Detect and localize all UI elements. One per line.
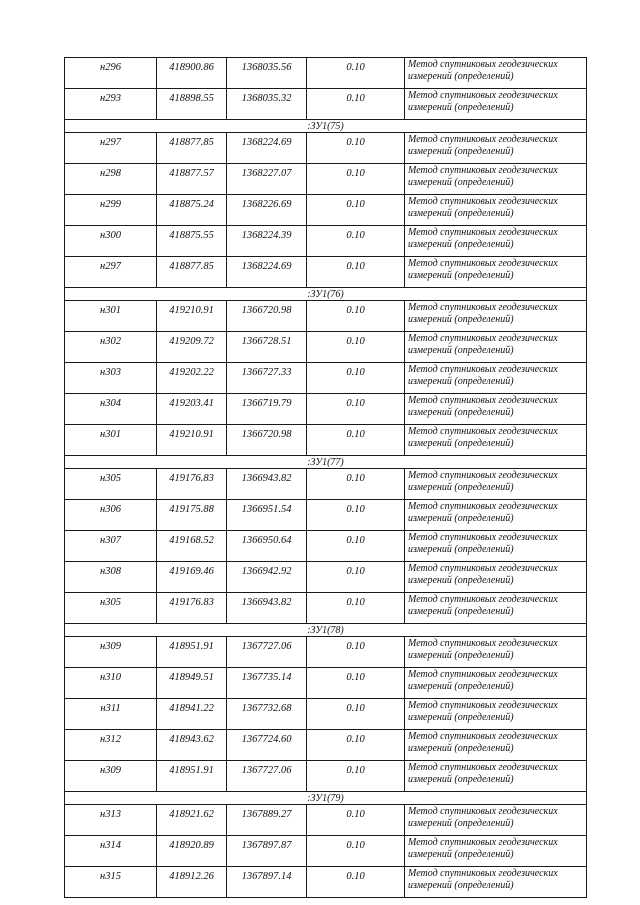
method-line-2: измерений (определений) xyxy=(408,208,514,219)
coord-y: 1367897.14 xyxy=(227,867,307,898)
method-line-2: измерений (определений) xyxy=(408,575,514,586)
point-name: н307 xyxy=(65,531,157,562)
coord-y: 1366951.54 xyxy=(227,500,307,531)
method-line-1: Метод спутниковых геодезических xyxy=(408,227,558,238)
table-row xyxy=(65,363,587,394)
table-row xyxy=(65,469,587,500)
accuracy: 0.10 xyxy=(307,469,405,500)
accuracy: 0.10 xyxy=(307,668,405,699)
accuracy: 0.10 xyxy=(307,89,405,120)
coord-y: 1367727.06 xyxy=(227,761,307,792)
coord-x: 418900.86 xyxy=(157,58,227,89)
accuracy: 0.10 xyxy=(307,593,405,624)
method-line-2: измерений (определений) xyxy=(408,438,514,449)
accuracy: 0.10 xyxy=(307,805,405,836)
method-line-2: измерений (определений) xyxy=(408,102,514,113)
coord-x: 419175.88 xyxy=(157,500,227,531)
method-line-1: Метод спутниковых геодезических xyxy=(408,638,558,649)
table-row xyxy=(65,58,587,89)
section-row xyxy=(65,624,587,637)
point-name: н302 xyxy=(65,332,157,363)
accuracy: 0.10 xyxy=(307,164,405,195)
method-line-2: измерений (определений) xyxy=(408,774,514,785)
method-line-2: измерений (определений) xyxy=(408,376,514,387)
accuracy: 0.10 xyxy=(307,836,405,867)
coord-x: 418921.62 xyxy=(157,805,227,836)
method-cell xyxy=(405,730,587,761)
table-row xyxy=(65,226,587,257)
coord-x: 419210.91 xyxy=(157,425,227,456)
section-row xyxy=(65,792,587,805)
method-cell xyxy=(405,562,587,593)
table-row xyxy=(65,332,587,363)
method-line-1: Метод спутниковых геодезических xyxy=(408,426,558,437)
method-line-2: измерений (определений) xyxy=(408,146,514,157)
method-line-1: Метод спутниковых геодезических xyxy=(408,532,558,543)
coord-x: 418877.85 xyxy=(157,133,227,164)
coord-x: 418949.51 xyxy=(157,668,227,699)
method-line-1: Метод спутниковых геодезических xyxy=(408,134,558,145)
coord-x: 419169.46 xyxy=(157,562,227,593)
point-name: н313 xyxy=(65,805,157,836)
coord-x: 418941.22 xyxy=(157,699,227,730)
method-line-2: измерений (определений) xyxy=(408,818,514,829)
accuracy: 0.10 xyxy=(307,500,405,531)
accuracy: 0.10 xyxy=(307,699,405,730)
coord-y: 1368227.07 xyxy=(227,164,307,195)
accuracy: 0.10 xyxy=(307,58,405,89)
point-name: н304 xyxy=(65,394,157,425)
coord-y: 1366727.33 xyxy=(227,363,307,394)
accuracy: 0.10 xyxy=(307,637,405,668)
coord-y: 1368224.69 xyxy=(227,133,307,164)
method-line-2: измерений (определений) xyxy=(408,71,514,82)
table-row xyxy=(65,394,587,425)
method-line-1: Метод спутниковых геодезических xyxy=(408,501,558,512)
method-line-2: измерений (определений) xyxy=(408,650,514,661)
coord-y: 1366943.82 xyxy=(227,593,307,624)
method-line-2: измерений (определений) xyxy=(408,606,514,617)
section-row xyxy=(65,288,587,301)
method-line-2: измерений (определений) xyxy=(408,849,514,860)
coord-y: 1367727.06 xyxy=(227,637,307,668)
accuracy: 0.10 xyxy=(307,867,405,898)
method-line-1: Метод спутниковых геодезических xyxy=(408,165,558,176)
point-name: н293 xyxy=(65,89,157,120)
table-row xyxy=(65,425,587,456)
point-name: н306 xyxy=(65,500,157,531)
accuracy: 0.10 xyxy=(307,363,405,394)
table-row xyxy=(65,301,587,332)
table-row xyxy=(65,867,587,898)
point-name: н299 xyxy=(65,195,157,226)
method-line-1: Метод спутниковых геодезических xyxy=(408,196,558,207)
method-line-1: Метод спутниковых геодезических xyxy=(408,258,558,269)
method-line-1: Метод спутниковых геодезических xyxy=(408,762,558,773)
point-name: н309 xyxy=(65,761,157,792)
method-cell xyxy=(405,301,587,332)
coord-y: 1366719.79 xyxy=(227,394,307,425)
method-line-1: Метод спутниковых геодезических xyxy=(408,59,558,70)
method-line-2: измерений (определений) xyxy=(408,743,514,754)
accuracy: 0.10 xyxy=(307,562,405,593)
method-line-2: измерений (определений) xyxy=(408,681,514,692)
method-cell xyxy=(405,836,587,867)
method-line-1: Метод спутниковых геодезических xyxy=(408,364,558,375)
accuracy: 0.10 xyxy=(307,195,405,226)
method-line-1: Метод спутниковых геодезических xyxy=(408,731,558,742)
table-row xyxy=(65,562,587,593)
point-name: н303 xyxy=(65,363,157,394)
method-cell xyxy=(405,637,587,668)
coord-x: 418875.55 xyxy=(157,226,227,257)
point-name: н305 xyxy=(65,593,157,624)
section-title: :ЗУ1(75) xyxy=(65,120,587,133)
table-row xyxy=(65,730,587,761)
method-line-2: измерений (определений) xyxy=(408,407,514,418)
method-cell xyxy=(405,668,587,699)
section-title: :ЗУ1(76) xyxy=(65,288,587,301)
coord-y: 1367724.60 xyxy=(227,730,307,761)
method-line-2: измерений (определений) xyxy=(408,544,514,555)
accuracy: 0.10 xyxy=(307,133,405,164)
method-line-1: Метод спутниковых геодезических xyxy=(408,594,558,605)
coordinates-table-body xyxy=(65,58,587,898)
coord-x: 419168.52 xyxy=(157,531,227,562)
method-line-2: измерений (определений) xyxy=(408,880,514,891)
method-line-2: измерений (определений) xyxy=(408,239,514,250)
coord-x: 418943.62 xyxy=(157,730,227,761)
section-row xyxy=(65,456,587,469)
accuracy: 0.10 xyxy=(307,730,405,761)
point-name: н314 xyxy=(65,836,157,867)
section-title: :ЗУ1(77) xyxy=(65,456,587,469)
method-cell xyxy=(405,699,587,730)
coord-y: 1368226.69 xyxy=(227,195,307,226)
method-cell xyxy=(405,394,587,425)
accuracy: 0.10 xyxy=(307,531,405,562)
table-row xyxy=(65,257,587,288)
coord-x: 419176.83 xyxy=(157,593,227,624)
point-name: н297 xyxy=(65,133,157,164)
coord-y: 1367735.14 xyxy=(227,668,307,699)
method-cell xyxy=(405,469,587,500)
method-line-2: измерений (определений) xyxy=(408,712,514,723)
method-cell xyxy=(405,425,587,456)
point-name: н300 xyxy=(65,226,157,257)
coord-y: 1366728.51 xyxy=(227,332,307,363)
method-cell xyxy=(405,195,587,226)
accuracy: 0.10 xyxy=(307,425,405,456)
point-name: н296 xyxy=(65,58,157,89)
method-cell xyxy=(405,164,587,195)
method-cell xyxy=(405,58,587,89)
coord-y: 1366943.82 xyxy=(227,469,307,500)
method-line-1: Метод спутниковых геодезических xyxy=(408,90,558,101)
method-line-1: Метод спутниковых геодезических xyxy=(408,395,558,406)
method-line-1: Метод спутниковых геодезических xyxy=(408,700,558,711)
section-title: :ЗУ1(78) xyxy=(65,624,587,637)
table-row xyxy=(65,668,587,699)
point-name: н315 xyxy=(65,867,157,898)
method-cell xyxy=(405,867,587,898)
method-cell xyxy=(405,805,587,836)
coord-x: 418877.85 xyxy=(157,257,227,288)
table-row xyxy=(65,805,587,836)
method-line-1: Метод спутниковых геодезических xyxy=(408,669,558,680)
table-row xyxy=(65,164,587,195)
coord-y: 1366720.98 xyxy=(227,301,307,332)
table-row xyxy=(65,500,587,531)
accuracy: 0.10 xyxy=(307,332,405,363)
method-line-2: измерений (определений) xyxy=(408,513,514,524)
coord-y: 1367732.68 xyxy=(227,699,307,730)
coord-y: 1366942.92 xyxy=(227,562,307,593)
accuracy: 0.10 xyxy=(307,394,405,425)
coord-y: 1366950.64 xyxy=(227,531,307,562)
method-line-2: измерений (определений) xyxy=(408,345,514,356)
accuracy: 0.10 xyxy=(307,301,405,332)
method-line-1: Метод спутниковых геодезических xyxy=(408,563,558,574)
coord-x: 419176.83 xyxy=(157,469,227,500)
point-name: н301 xyxy=(65,301,157,332)
table-row xyxy=(65,699,587,730)
coord-y: 1368224.39 xyxy=(227,226,307,257)
method-line-1: Метод спутниковых геодезических xyxy=(408,333,558,344)
coord-y: 1368035.32 xyxy=(227,89,307,120)
method-line-1: Метод спутниковых геодезических xyxy=(408,868,558,879)
point-name: н310 xyxy=(65,668,157,699)
point-name: н305 xyxy=(65,469,157,500)
method-cell xyxy=(405,257,587,288)
coord-x: 418951.91 xyxy=(157,761,227,792)
table-row xyxy=(65,195,587,226)
section-title: :ЗУ1(79) xyxy=(65,792,587,805)
table-row xyxy=(65,836,587,867)
table-row xyxy=(65,593,587,624)
point-name: н297 xyxy=(65,257,157,288)
point-name: н308 xyxy=(65,562,157,593)
coord-x: 419203.41 xyxy=(157,394,227,425)
coord-x: 419202.22 xyxy=(157,363,227,394)
coord-x: 418920.89 xyxy=(157,836,227,867)
method-cell xyxy=(405,593,587,624)
method-line-1: Метод спутниковых геодезических xyxy=(408,470,558,481)
method-line-1: Метод спутниковых геодезических xyxy=(408,302,558,313)
accuracy: 0.10 xyxy=(307,257,405,288)
method-line-2: измерений (определений) xyxy=(408,314,514,325)
table-row xyxy=(65,637,587,668)
accuracy: 0.10 xyxy=(307,761,405,792)
point-name: н309 xyxy=(65,637,157,668)
accuracy: 0.10 xyxy=(307,226,405,257)
point-name: н312 xyxy=(65,730,157,761)
method-cell xyxy=(405,89,587,120)
coord-x: 419210.91 xyxy=(157,301,227,332)
method-cell xyxy=(405,226,587,257)
method-line-1: Метод спутниковых геодезических xyxy=(408,837,558,848)
point-name: н311 xyxy=(65,699,157,730)
section-row xyxy=(65,120,587,133)
method-line-1: Метод спутниковых геодезических xyxy=(408,806,558,817)
coord-x: 418877.57 xyxy=(157,164,227,195)
coord-y: 1366720.98 xyxy=(227,425,307,456)
method-cell xyxy=(405,500,587,531)
coord-x: 418951.91 xyxy=(157,637,227,668)
method-cell xyxy=(405,761,587,792)
table-row xyxy=(65,761,587,792)
coordinates-table xyxy=(64,57,587,898)
point-name: н298 xyxy=(65,164,157,195)
coord-y: 1367889.27 xyxy=(227,805,307,836)
coord-y: 1368035.56 xyxy=(227,58,307,89)
table-row xyxy=(65,133,587,164)
method-line-2: измерений (определений) xyxy=(408,482,514,493)
coord-x: 419209.72 xyxy=(157,332,227,363)
method-cell xyxy=(405,133,587,164)
coord-y: 1368224.69 xyxy=(227,257,307,288)
table-row xyxy=(65,89,587,120)
coord-x: 418912.26 xyxy=(157,867,227,898)
method-cell xyxy=(405,332,587,363)
method-line-2: измерений (определений) xyxy=(408,177,514,188)
coord-x: 418875.24 xyxy=(157,195,227,226)
method-cell xyxy=(405,531,587,562)
method-cell xyxy=(405,363,587,394)
point-name: н301 xyxy=(65,425,157,456)
method-line-2: измерений (определений) xyxy=(408,270,514,281)
coord-y: 1367897.87 xyxy=(227,836,307,867)
coord-x: 418898.55 xyxy=(157,89,227,120)
table-row xyxy=(65,531,587,562)
